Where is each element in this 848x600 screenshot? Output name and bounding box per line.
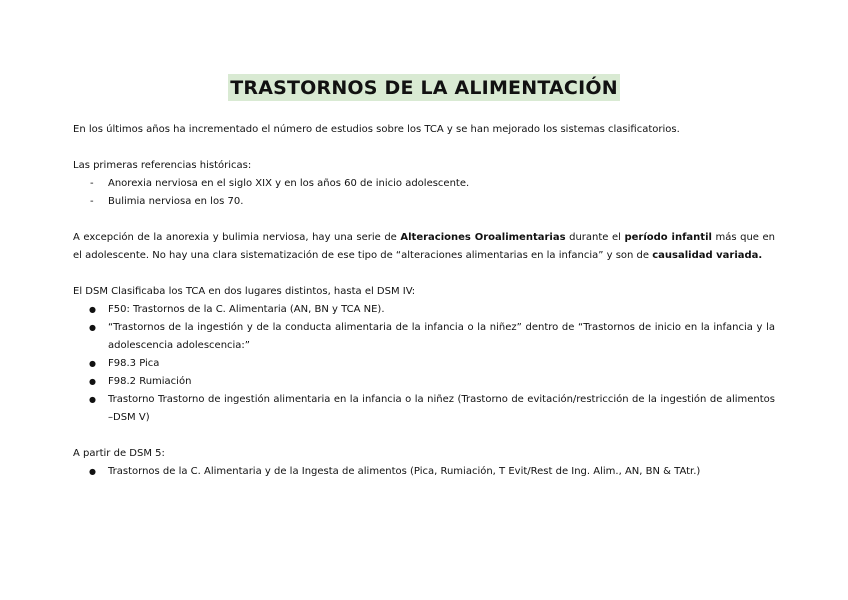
list-item: ● Trastorno Trastorno de ingestión alimentaria en la infancia o la niñez (Trastorno de evitación/restricción de la ingestión de alimentos –DSM V): [73, 391, 775, 427]
exception-bold-3: causalidad variada.: [652, 250, 763, 261]
exception-bold-1: Alteraciones Oroalimentarias: [400, 232, 566, 243]
spacer: [73, 427, 775, 445]
dsm4-heading: El DSM Clasificaba los TCA en dos lugares distintos, hasta el DSM IV:: [73, 286, 416, 297]
document-body: [73, 121, 775, 481]
exception-text-1: A excepción de la anorexia y bulimia nerviosa, hay una serie de: [73, 232, 401, 243]
dsm5-heading: A partir de DSM 5:: [73, 448, 165, 459]
spacer: [73, 211, 775, 229]
list-item: ● Trastornos de la C. Alimentaria y de la Ingesta de alimentos (Pica, Rumiación, T Evit/Rest de Ing. Alim., AN, BN & TAtr.): [73, 463, 775, 481]
list-item: - Bulimia nerviosa en los 70.: [73, 193, 775, 211]
title-wrap: [0, 74, 848, 101]
exception-paragraph: [73, 229, 775, 265]
spacer: [73, 265, 775, 283]
list-item: - Anorexia nerviosa en el siglo XIX y en los años 60 de inicio adolescente.: [73, 175, 775, 193]
list-item: ● F98.2 Rumiación: [73, 373, 775, 391]
list-item: ● “Trastornos de la ingestión y de la conducta alimentaria de la infancia o la niñez” dentro de “Trastornos de inicio en la infancia y la adolescencia adolescencia:”: [73, 319, 775, 355]
page-title: TRASTORNOS DE LA ALIMENTACIÓN: [228, 74, 620, 101]
exception-text-2: durante el: [565, 232, 625, 243]
exception-bold-2: período infantil: [624, 232, 712, 243]
dsm5-list: [73, 463, 775, 481]
intro-paragraph: En los últimos años ha incrementado el número de estudios sobre los TCA y se han mejorado los sistemas clasificatorios.: [73, 124, 680, 135]
historical-list: [73, 175, 775, 211]
dsm4-list: [73, 301, 775, 427]
historical-heading: Las primeras referencias históricas:: [73, 160, 252, 171]
exception-text-3: más que en el adolescente. No hay una clara sistematización de ese tipo de “alteraciones alimentarias en la infancia” y son de: [73, 232, 775, 261]
list-item: ● F98.3 Pica: [73, 355, 775, 373]
spacer: [73, 139, 775, 157]
list-item: ● F50: Trastornos de la C. Alimentaria (AN, BN y TCA NE).: [73, 301, 775, 319]
